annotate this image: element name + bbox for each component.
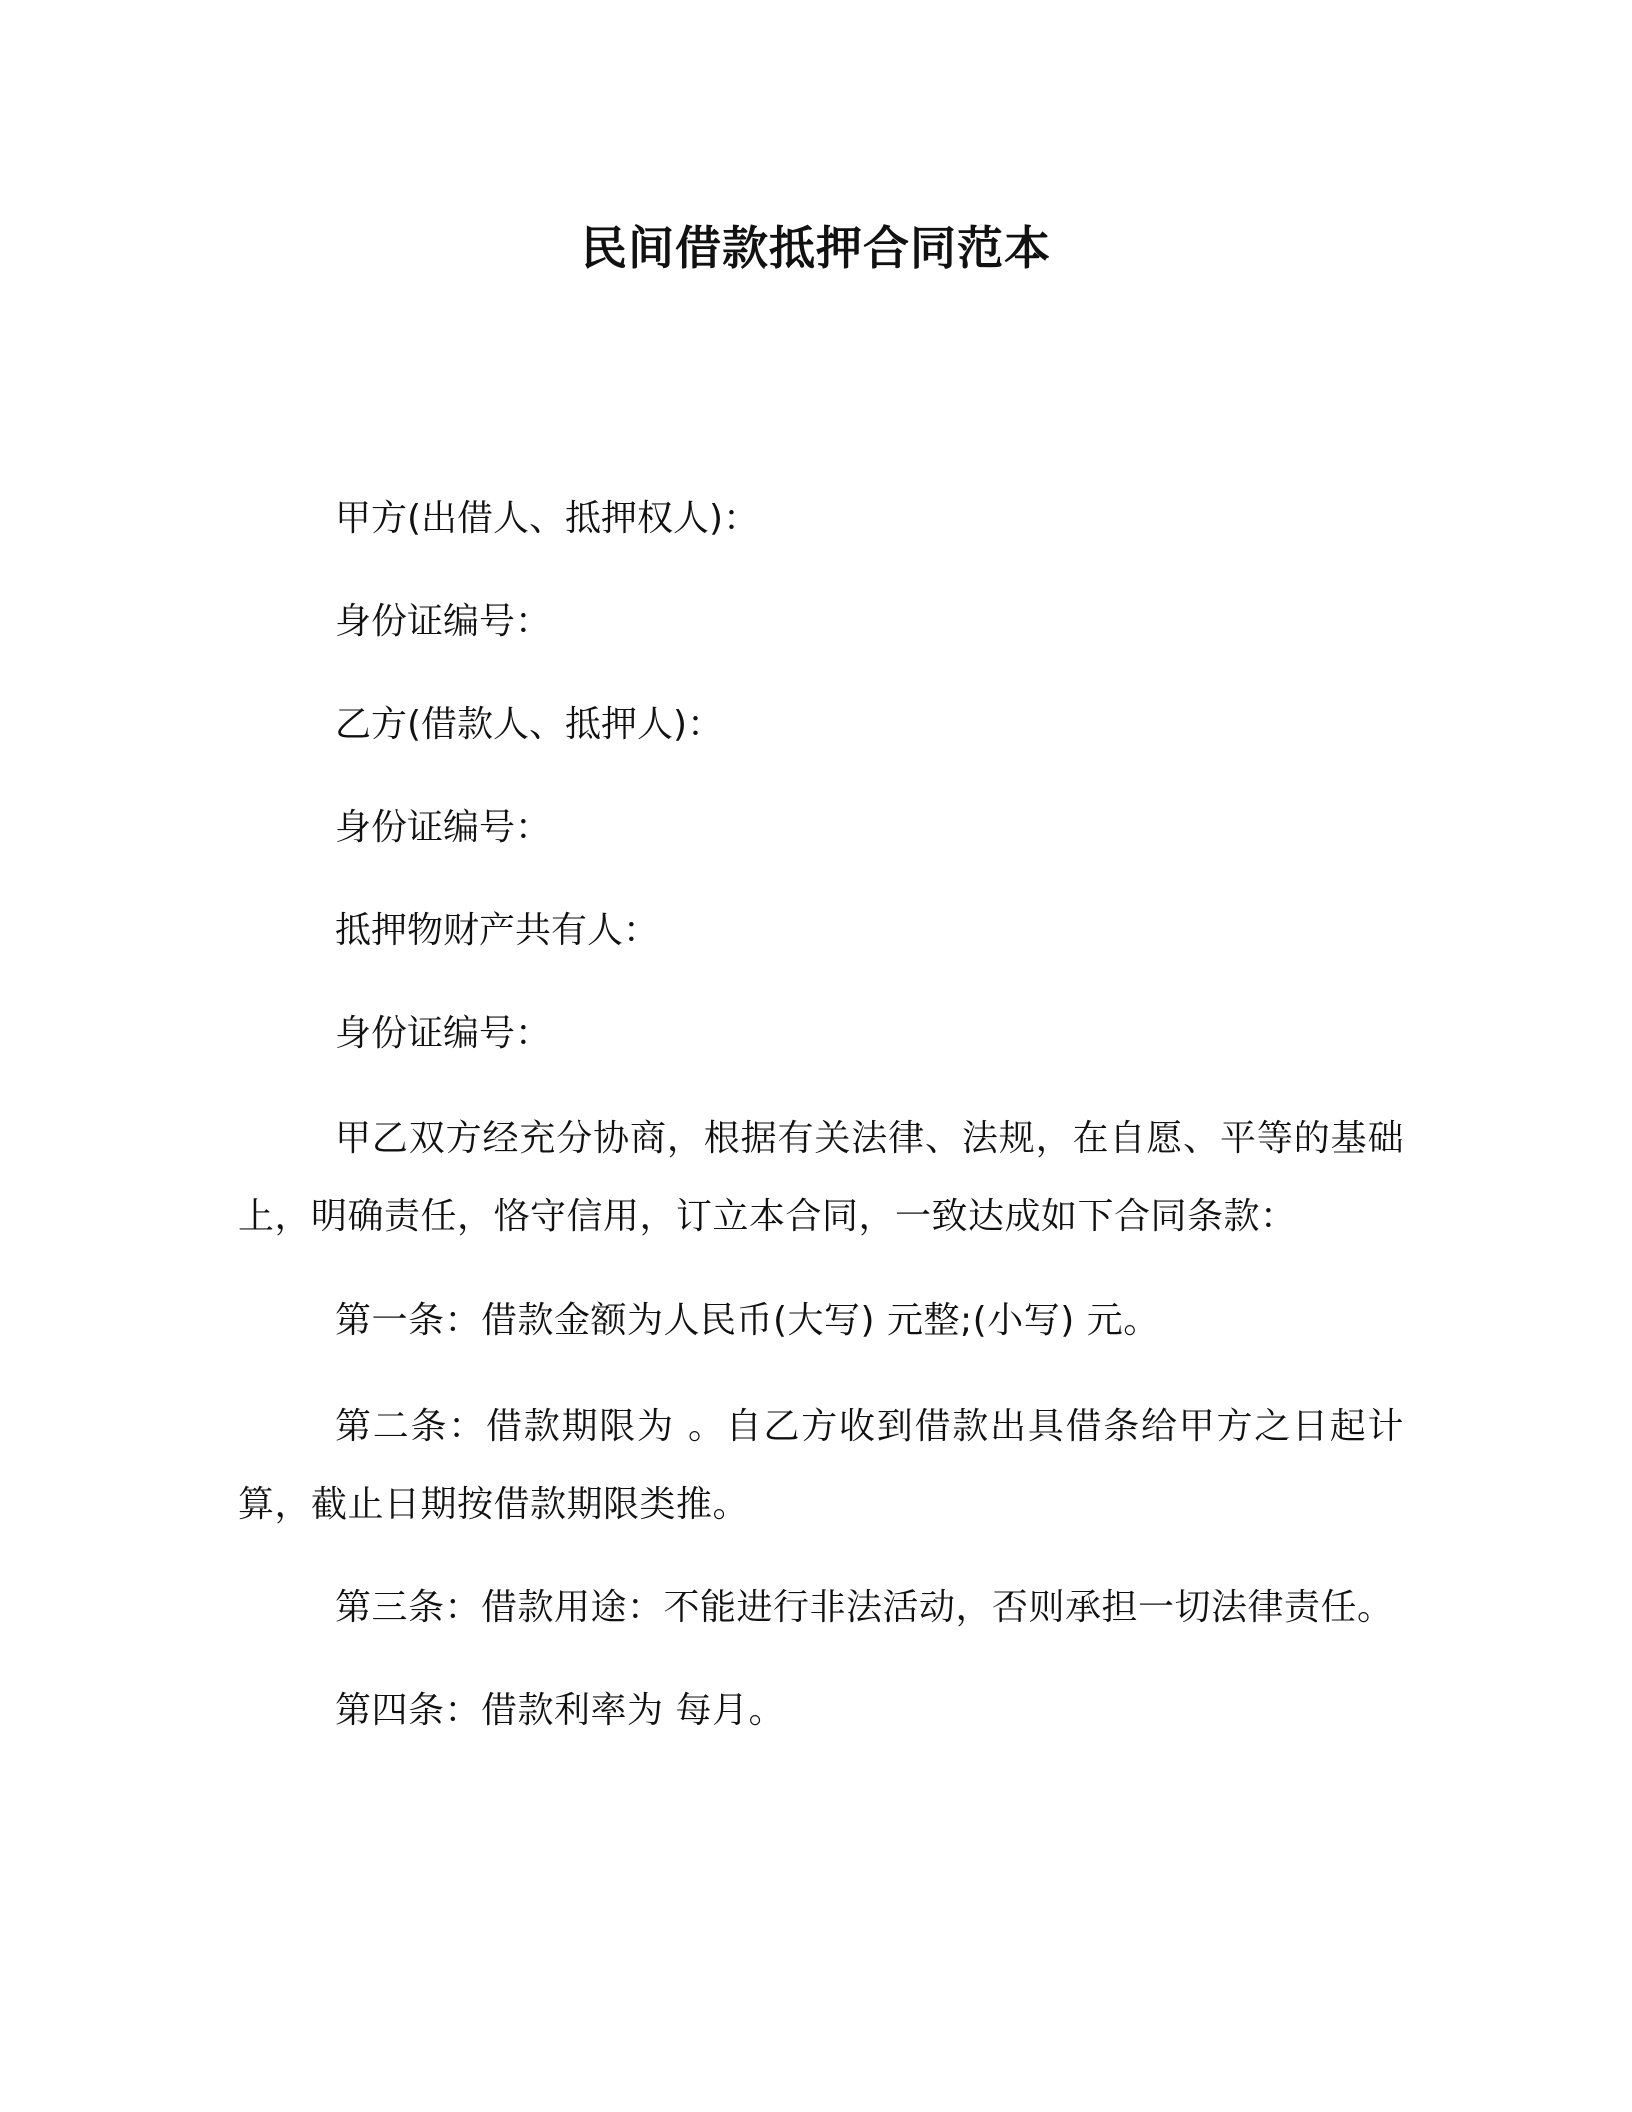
party-b-label: 乙方(借款人、抵押人)： — [335, 704, 724, 745]
article-4: 第四条：借款利率为 每月。 — [335, 1690, 785, 1731]
co-owner-label: 抵押物财产共有人： — [335, 910, 660, 951]
article-3: 第三条：借款用途：不能进行非法活动，否则承担一切法律责任。 — [335, 1587, 1394, 1628]
party-a-id-label: 身份证编号： — [335, 601, 552, 642]
preamble-paragraph: 甲乙双方经充分协商，根据有关法律、法规，在自愿、平等的基础上，明确责任，恪守信用，订立本合同，一致达成如下合同条款： — [238, 1118, 1404, 1237]
co-owner-id-label: 身份证编号： — [335, 1013, 552, 1054]
article-2: 第二条：借款期限为 。自乙方收到借款出具借条给甲方之日起计算，截止日期按借款期限类推。 — [238, 1406, 1404, 1525]
party-a-label: 甲方(出借人、抵押权人)： — [335, 498, 760, 539]
document-title: 民间借款抵押合同范本 — [581, 221, 1051, 275]
party-b-id-label: 身份证编号： — [335, 807, 552, 848]
article-1: 第一条：借款金额为人民币(大写) 元整;(小写) 元。 — [335, 1300, 1160, 1341]
